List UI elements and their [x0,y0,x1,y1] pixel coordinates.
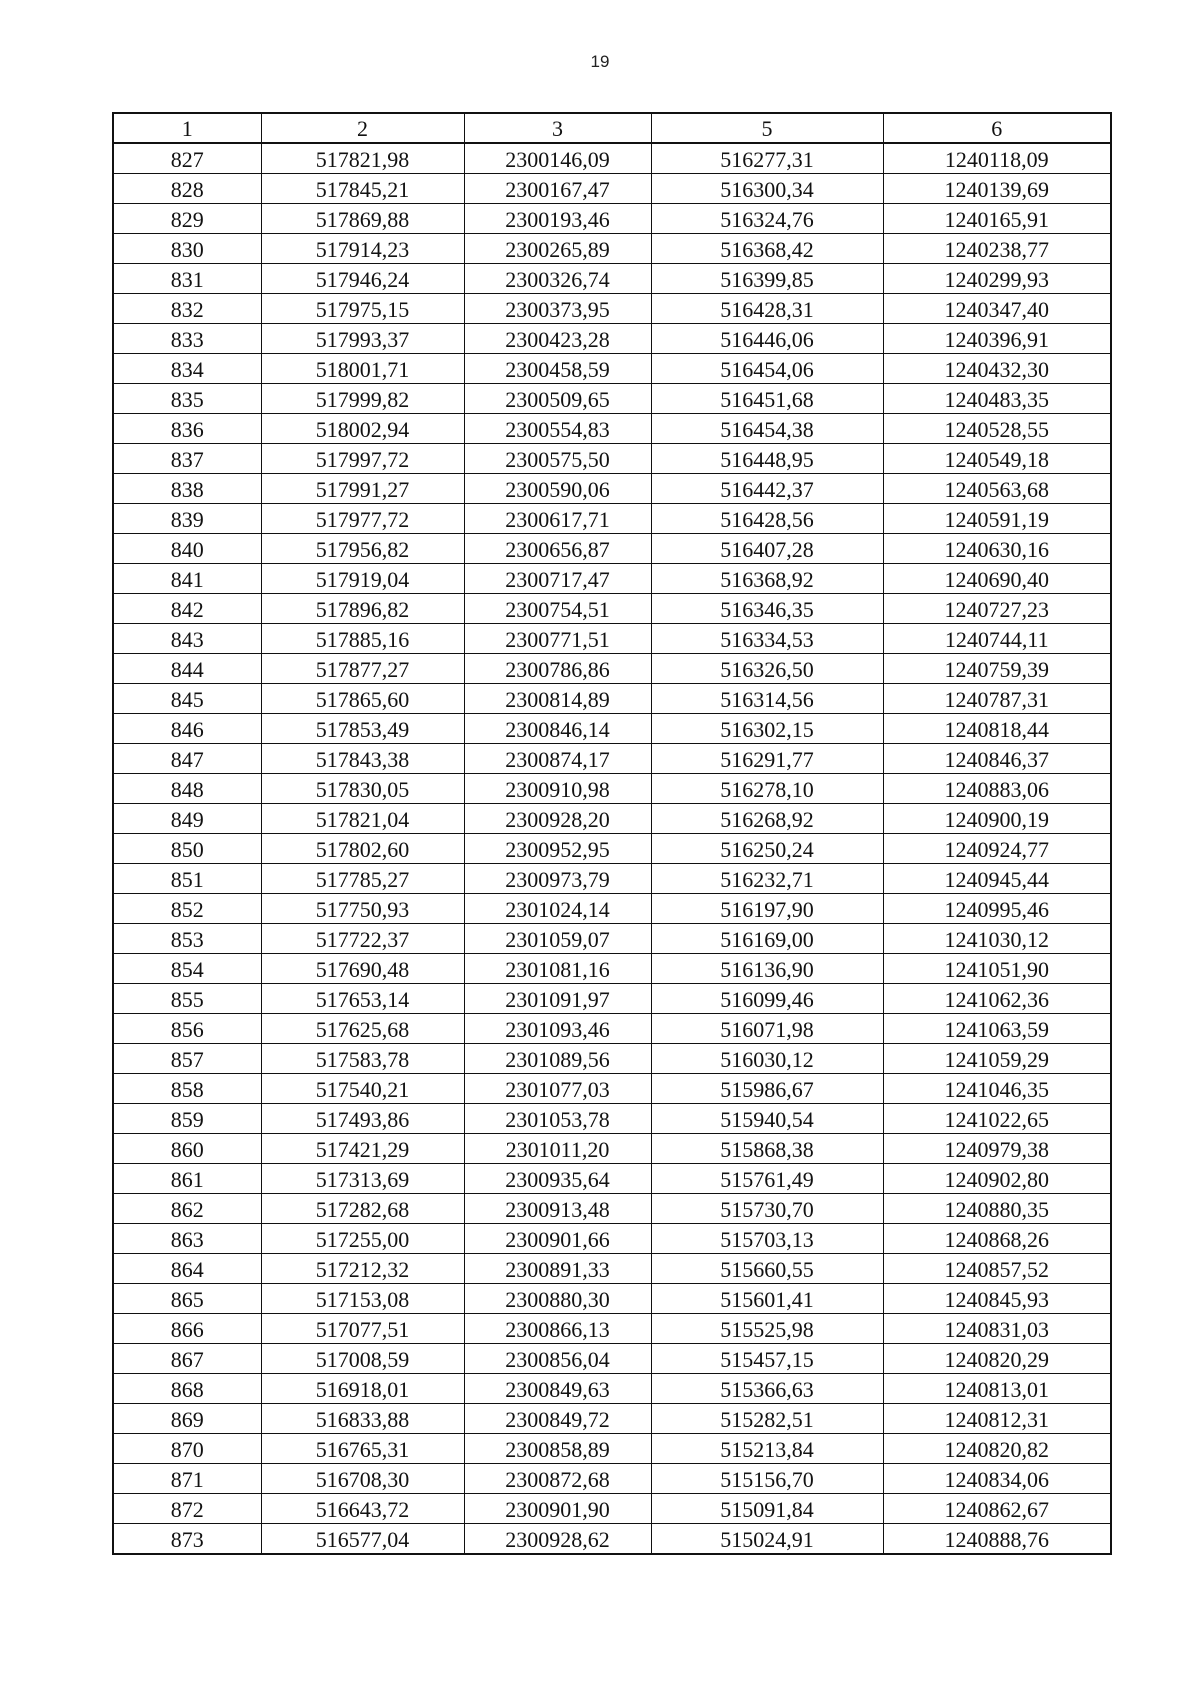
col-6-cell: 1240432,30 [883,354,1111,384]
table-row [113,324,1111,354]
table-row [113,624,1111,654]
point-number-cell: 862 [113,1194,261,1224]
col-6-cell: 1240528,55 [883,414,1111,444]
col-5-cell: 516030,12 [651,1044,883,1074]
col-5-cell: 516368,42 [651,234,883,264]
col-5-cell: 515024,91 [651,1524,883,1555]
col-5-cell: 515868,38 [651,1134,883,1164]
col-6-cell: 1240857,52 [883,1254,1111,1284]
col-6-cell: 1240549,18 [883,444,1111,474]
table-row [113,1344,1111,1374]
col-5-cell: 516099,46 [651,984,883,1014]
col-3-cell: 2300656,87 [464,534,651,564]
col-5-cell: 516197,90 [651,894,883,924]
col-5-cell: 516232,71 [651,864,883,894]
col-6-cell: 1241022,65 [883,1104,1111,1134]
col-2-cell: 516918,01 [261,1374,464,1404]
col-6-cell: 1240924,77 [883,834,1111,864]
col-3-cell: 2300326,74 [464,264,651,294]
col-6-cell: 1240846,37 [883,744,1111,774]
table-row [113,1134,1111,1164]
col-2-cell: 516765,31 [261,1434,464,1464]
col-6-cell: 1241030,12 [883,924,1111,954]
col-5-cell: 515703,13 [651,1224,883,1254]
table-row [113,654,1111,684]
table-row [113,474,1111,504]
table-row [113,774,1111,804]
col-6-cell: 1240831,03 [883,1314,1111,1344]
col-2-cell: 517282,68 [261,1194,464,1224]
col-3-cell: 2301091,97 [464,984,651,1014]
point-number-cell: 839 [113,504,261,534]
table-row [113,1194,1111,1224]
col-5-cell: 515940,54 [651,1104,883,1134]
table-row [113,174,1111,204]
col-5-cell: 515213,84 [651,1434,883,1464]
col-6-cell: 1240591,19 [883,504,1111,534]
page-number: 19 [590,52,610,71]
table-row [113,1254,1111,1284]
col-6-cell: 1240787,31 [883,684,1111,714]
col-5-cell: 516324,76 [651,204,883,234]
table-row [113,804,1111,834]
point-number-cell: 845 [113,684,261,714]
col-3-cell: 2300458,59 [464,354,651,384]
point-number-cell: 872 [113,1494,261,1524]
col-5-cell: 516071,98 [651,1014,883,1044]
col-3-cell: 2300193,46 [464,204,651,234]
col-6-cell: 1240630,16 [883,534,1111,564]
col-3-cell: 2300373,95 [464,294,651,324]
col-5-cell: 516442,37 [651,474,883,504]
col-2-cell: 517153,08 [261,1284,464,1314]
col-2-cell: 517977,72 [261,504,464,534]
col-3-cell: 2300146,09 [464,143,651,174]
col-3-cell: 2300891,33 [464,1254,651,1284]
point-number-cell: 837 [113,444,261,474]
col-6-cell: 1240483,35 [883,384,1111,414]
col-3-cell: 2300617,71 [464,504,651,534]
col-5-cell: 516448,95 [651,444,883,474]
point-number-cell: 856 [113,1014,261,1044]
table-row [113,924,1111,954]
table-row [113,864,1111,894]
table-row [113,234,1111,264]
table-row [113,984,1111,1014]
col-6-cell: 1241046,35 [883,1074,1111,1104]
column-header-3: 3 [464,113,651,143]
col-5-cell: 515601,41 [651,1284,883,1314]
col-5-cell: 516277,31 [651,143,883,174]
point-number-cell: 858 [113,1074,261,1104]
col-6-cell: 1240834,06 [883,1464,1111,1494]
point-number-cell: 871 [113,1464,261,1494]
col-3-cell: 2301093,46 [464,1014,651,1044]
col-2-cell: 517008,59 [261,1344,464,1374]
point-number-cell: 857 [113,1044,261,1074]
point-number-cell: 840 [113,534,261,564]
col-2-cell: 517540,21 [261,1074,464,1104]
point-number-cell: 859 [113,1104,261,1134]
column-header-1: 1 [113,113,261,143]
col-5-cell: 515525,98 [651,1314,883,1344]
table-row [113,1524,1111,1555]
col-6-cell: 1240862,67 [883,1494,1111,1524]
col-6-cell: 1241051,90 [883,954,1111,984]
point-number-cell: 831 [113,264,261,294]
point-number-cell: 873 [113,1524,261,1555]
col-3-cell: 2300901,90 [464,1494,651,1524]
col-5-cell: 515730,70 [651,1194,883,1224]
col-2-cell: 516643,72 [261,1494,464,1524]
col-2-cell: 517421,29 [261,1134,464,1164]
col-5-cell: 516302,15 [651,714,883,744]
col-5-cell: 515457,15 [651,1344,883,1374]
col-6-cell: 1240818,44 [883,714,1111,744]
point-number-cell: 844 [113,654,261,684]
table-body [113,143,1111,1554]
col-3-cell: 2300167,47 [464,174,651,204]
point-number-cell: 849 [113,804,261,834]
point-number-cell: 865 [113,1284,261,1314]
table-row [113,264,1111,294]
point-number-cell: 836 [113,414,261,444]
col-6-cell: 1240690,40 [883,564,1111,594]
coordinates-table [112,112,1112,1555]
col-2-cell: 517991,27 [261,474,464,504]
point-number-cell: 832 [113,294,261,324]
point-number-cell: 863 [113,1224,261,1254]
col-6-cell: 1241063,59 [883,1014,1111,1044]
col-3-cell: 2301053,78 [464,1104,651,1134]
col-3-cell: 2300590,06 [464,474,651,504]
col-3-cell: 2301024,14 [464,894,651,924]
col-3-cell: 2300846,14 [464,714,651,744]
point-number-cell: 841 [113,564,261,594]
table-row [113,534,1111,564]
table-row [113,1494,1111,1524]
col-6-cell: 1240299,93 [883,264,1111,294]
col-5-cell: 516399,85 [651,264,883,294]
header-row [113,113,1111,143]
table-row [113,414,1111,444]
table-row [113,1284,1111,1314]
col-5-cell: 516368,92 [651,564,883,594]
col-6-cell: 1240759,39 [883,654,1111,684]
point-number-cell: 827 [113,143,261,174]
point-number-cell: 848 [113,774,261,804]
col-6-cell: 1240812,31 [883,1404,1111,1434]
col-6-cell: 1240813,01 [883,1374,1111,1404]
col-5-cell: 516428,31 [651,294,883,324]
col-2-cell: 517997,72 [261,444,464,474]
col-6-cell: 1240820,82 [883,1434,1111,1464]
col-6-cell: 1240563,68 [883,474,1111,504]
table-row [113,1164,1111,1194]
col-2-cell: 517885,16 [261,624,464,654]
col-2-cell: 517802,60 [261,834,464,864]
col-5-cell: 516428,56 [651,504,883,534]
col-3-cell: 2300928,62 [464,1524,651,1555]
col-2-cell: 517785,27 [261,864,464,894]
col-3-cell: 2301059,07 [464,924,651,954]
col-6-cell: 1240900,19 [883,804,1111,834]
col-2-cell: 516708,30 [261,1464,464,1494]
col-2-cell: 517999,82 [261,384,464,414]
col-2-cell: 517914,23 [261,234,464,264]
table-row [113,1074,1111,1104]
col-5-cell: 515091,84 [651,1494,883,1524]
col-5-cell: 516169,00 [651,924,883,954]
col-5-cell: 516446,06 [651,324,883,354]
col-2-cell: 517853,49 [261,714,464,744]
point-number-cell: 846 [113,714,261,744]
col-6-cell: 1240945,44 [883,864,1111,894]
col-3-cell: 2300858,89 [464,1434,651,1464]
col-2-cell: 517212,32 [261,1254,464,1284]
table-row [113,1404,1111,1434]
col-6-cell: 1240888,76 [883,1524,1111,1555]
col-6-cell: 1240995,46 [883,894,1111,924]
col-6-cell: 1241062,36 [883,984,1111,1014]
column-header-5: 5 [651,113,883,143]
point-number-cell: 833 [113,324,261,354]
point-number-cell: 864 [113,1254,261,1284]
col-5-cell: 516291,77 [651,744,883,774]
col-3-cell: 2300754,51 [464,594,651,624]
table-row [113,714,1111,744]
point-number-cell: 851 [113,864,261,894]
col-5-cell: 516407,28 [651,534,883,564]
col-5-cell: 516314,56 [651,684,883,714]
col-5-cell: 516326,50 [651,654,883,684]
col-2-cell: 517722,37 [261,924,464,954]
table-row [113,1014,1111,1044]
table-row [113,143,1111,174]
col-5-cell: 515282,51 [651,1404,883,1434]
col-2-cell: 517865,60 [261,684,464,714]
col-5-cell: 516451,68 [651,384,883,414]
col-2-cell: 517821,98 [261,143,464,174]
col-2-cell: 517919,04 [261,564,464,594]
col-2-cell: 517956,82 [261,534,464,564]
col-3-cell: 2300575,50 [464,444,651,474]
column-header-6: 6 [883,113,1111,143]
col-2-cell: 517946,24 [261,264,464,294]
col-3-cell: 2300856,04 [464,1344,651,1374]
col-3-cell: 2300910,98 [464,774,651,804]
point-number-cell: 854 [113,954,261,984]
col-3-cell: 2300717,47 [464,564,651,594]
table-row [113,1434,1111,1464]
col-2-cell: 517993,37 [261,324,464,354]
column-header-2: 2 [261,113,464,143]
table-row [113,684,1111,714]
table-row [113,504,1111,534]
col-2-cell: 517896,82 [261,594,464,624]
table-row [113,204,1111,234]
point-number-cell: 830 [113,234,261,264]
point-number-cell: 850 [113,834,261,864]
point-number-cell: 842 [113,594,261,624]
col-3-cell: 2300880,30 [464,1284,651,1314]
col-2-cell: 517750,93 [261,894,464,924]
col-6-cell: 1240727,23 [883,594,1111,624]
col-6-cell: 1240165,91 [883,204,1111,234]
col-5-cell: 516268,92 [651,804,883,834]
table-row [113,594,1111,624]
col-5-cell: 516250,24 [651,834,883,864]
point-number-cell: 853 [113,924,261,954]
table-row [113,354,1111,384]
col-3-cell: 2301011,20 [464,1134,651,1164]
col-2-cell: 517493,86 [261,1104,464,1134]
col-3-cell: 2300935,64 [464,1164,651,1194]
col-3-cell: 2300901,66 [464,1224,651,1254]
col-5-cell: 516454,38 [651,414,883,444]
table-row [113,1104,1111,1134]
col-3-cell: 2301081,16 [464,954,651,984]
col-2-cell: 517877,27 [261,654,464,684]
col-6-cell: 1240820,29 [883,1344,1111,1374]
col-6-cell: 1240902,80 [883,1164,1111,1194]
point-number-cell: 847 [113,744,261,774]
table-row [113,294,1111,324]
col-3-cell: 2300952,95 [464,834,651,864]
point-number-cell: 855 [113,984,261,1014]
table-row [113,444,1111,474]
col-2-cell: 517313,69 [261,1164,464,1194]
col-2-cell: 517077,51 [261,1314,464,1344]
col-6-cell: 1240118,09 [883,143,1111,174]
point-number-cell: 852 [113,894,261,924]
col-5-cell: 515761,49 [651,1164,883,1194]
col-6-cell: 1240139,69 [883,174,1111,204]
point-number-cell: 861 [113,1164,261,1194]
col-2-cell: 518002,94 [261,414,464,444]
col-3-cell: 2300849,63 [464,1374,651,1404]
col-2-cell: 516833,88 [261,1404,464,1434]
point-number-cell: 870 [113,1434,261,1464]
point-number-cell: 868 [113,1374,261,1404]
table-row [113,564,1111,594]
point-number-cell: 838 [113,474,261,504]
point-number-cell: 869 [113,1404,261,1434]
col-3-cell: 2300872,68 [464,1464,651,1494]
col-2-cell: 517843,38 [261,744,464,774]
col-3-cell: 2300973,79 [464,864,651,894]
col-2-cell: 517821,04 [261,804,464,834]
col-3-cell: 2300265,89 [464,234,651,264]
col-6-cell: 1240868,26 [883,1224,1111,1254]
col-5-cell: 515660,55 [651,1254,883,1284]
col-5-cell: 516300,34 [651,174,883,204]
col-3-cell: 2300849,72 [464,1404,651,1434]
col-3-cell: 2300874,17 [464,744,651,774]
col-6-cell: 1240744,11 [883,624,1111,654]
col-3-cell: 2300814,89 [464,684,651,714]
col-6-cell: 1240396,91 [883,324,1111,354]
point-number-cell: 860 [113,1134,261,1164]
col-6-cell: 1240880,35 [883,1194,1111,1224]
col-2-cell: 517975,15 [261,294,464,324]
table-row [113,954,1111,984]
col-3-cell: 2300866,13 [464,1314,651,1344]
col-2-cell: 518001,71 [261,354,464,384]
col-6-cell: 1240979,38 [883,1134,1111,1164]
col-2-cell: 517845,21 [261,174,464,204]
table-row [113,1464,1111,1494]
table-row [113,1314,1111,1344]
col-3-cell: 2300786,86 [464,654,651,684]
col-3-cell: 2301089,56 [464,1044,651,1074]
col-3-cell: 2301077,03 [464,1074,651,1104]
col-5-cell: 516454,06 [651,354,883,384]
point-number-cell: 866 [113,1314,261,1344]
table-row [113,1044,1111,1074]
col-2-cell: 516577,04 [261,1524,464,1555]
col-2-cell: 517653,14 [261,984,464,1014]
table-header [113,113,1111,143]
table-row [113,894,1111,924]
col-2-cell: 517830,05 [261,774,464,804]
col-5-cell: 515986,67 [651,1074,883,1104]
col-6-cell: 1240238,77 [883,234,1111,264]
col-5-cell: 516334,53 [651,624,883,654]
point-number-cell: 867 [113,1344,261,1374]
col-5-cell: 515366,63 [651,1374,883,1404]
col-2-cell: 517255,00 [261,1224,464,1254]
table-row [113,1374,1111,1404]
col-3-cell: 2300928,20 [464,804,651,834]
point-number-cell: 843 [113,624,261,654]
col-3-cell: 2300771,51 [464,624,651,654]
col-5-cell: 516278,10 [651,774,883,804]
col-6-cell: 1240845,93 [883,1284,1111,1314]
col-3-cell: 2300554,83 [464,414,651,444]
col-5-cell: 516136,90 [651,954,883,984]
table-row [113,744,1111,774]
col-6-cell: 1240347,40 [883,294,1111,324]
col-2-cell: 517583,78 [261,1044,464,1074]
col-6-cell: 1240883,06 [883,774,1111,804]
col-5-cell: 515156,70 [651,1464,883,1494]
point-number-cell: 828 [113,174,261,204]
col-2-cell: 517690,48 [261,954,464,984]
col-6-cell: 1241059,29 [883,1044,1111,1074]
table-row [113,1224,1111,1254]
point-number-cell: 835 [113,384,261,414]
table-row [113,834,1111,864]
table-row [113,384,1111,414]
col-3-cell: 2300509,65 [464,384,651,414]
col-5-cell: 516346,35 [651,594,883,624]
point-number-cell: 829 [113,204,261,234]
col-2-cell: 517869,88 [261,204,464,234]
point-number-cell: 834 [113,354,261,384]
col-3-cell: 2300423,28 [464,324,651,354]
col-2-cell: 517625,68 [261,1014,464,1044]
col-3-cell: 2300913,48 [464,1194,651,1224]
